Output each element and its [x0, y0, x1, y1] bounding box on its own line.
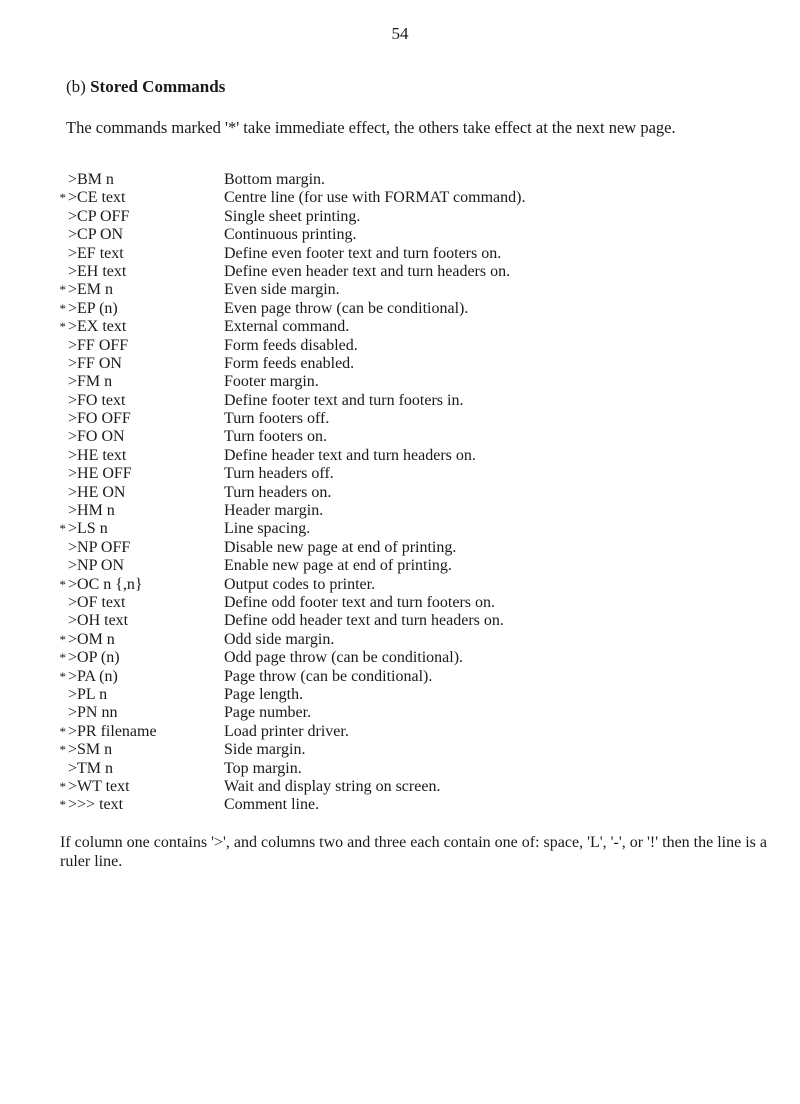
command-cell	[56, 668, 222, 686]
immediate-marker	[56, 760, 66, 778]
immediate-marker: *	[59, 797, 66, 813]
command-row	[56, 226, 776, 244]
command-description: Form feeds enabled.	[224, 354, 355, 372]
command-name: >FF ON	[68, 354, 122, 372]
command-name: >OC n {,n}	[68, 575, 143, 593]
command-row	[56, 447, 776, 465]
command-description: Disable new page at end of printing.	[224, 538, 457, 556]
command-row	[56, 668, 776, 686]
command-description: Top margin.	[224, 759, 302, 777]
command-row	[56, 796, 776, 814]
command-description: Header margin.	[224, 502, 324, 520]
command-description: Define header text and turn headers on.	[224, 446, 476, 464]
command-cell	[56, 373, 222, 391]
command-row	[56, 502, 776, 520]
command-cell	[56, 649, 222, 667]
command-row	[56, 520, 776, 538]
command-row	[56, 410, 776, 428]
command-name: >HE OFF	[68, 465, 132, 483]
command-cell	[56, 704, 222, 722]
immediate-marker	[56, 557, 66, 575]
command-cell	[56, 520, 222, 538]
command-description: Page length.	[224, 685, 304, 703]
command-cell	[56, 226, 222, 244]
command-row	[56, 300, 776, 318]
command-name: >CP OFF	[68, 207, 130, 225]
command-description: Odd page throw (can be conditional).	[224, 649, 464, 667]
command-description: Define odd header text and turn headers on.	[224, 612, 504, 630]
command-description: Turn footers on.	[224, 428, 327, 446]
command-cell	[56, 612, 222, 630]
command-name: >EM n	[68, 281, 114, 299]
command-description: Single sheet printing.	[224, 207, 361, 225]
command-row	[56, 318, 776, 336]
command-row	[56, 484, 776, 502]
immediate-marker: *	[59, 631, 66, 647]
intro-paragraph: The commands marked '*' take immediate effect, the others take effect at the next new page.	[66, 118, 676, 137]
immediate-marker: *	[59, 742, 66, 758]
command-name: >TM n	[68, 759, 114, 777]
command-cell	[56, 502, 222, 520]
command-description: Wait and display string on screen.	[224, 777, 441, 795]
immediate-marker	[56, 594, 66, 612]
command-cell	[56, 447, 222, 465]
command-cell	[56, 778, 222, 796]
command-row	[56, 576, 776, 594]
command-cell	[56, 741, 222, 759]
command-row	[56, 649, 776, 667]
command-name: >PN nn	[68, 704, 118, 722]
command-name: >FO OFF	[68, 410, 131, 428]
command-row	[56, 704, 776, 722]
command-row	[56, 612, 776, 630]
section-title: Stored Commands	[90, 77, 226, 96]
command-name: >HE text	[68, 446, 127, 464]
command-cell	[56, 208, 222, 226]
command-description: Define even header text and turn headers on.	[224, 262, 511, 280]
command-cell	[56, 300, 222, 318]
command-cell	[56, 594, 222, 612]
immediate-marker: *	[59, 282, 66, 298]
immediate-marker	[56, 502, 66, 520]
immediate-marker: *	[59, 576, 66, 592]
command-row	[56, 281, 776, 299]
command-cell	[56, 318, 222, 336]
command-row	[56, 263, 776, 281]
section-heading	[66, 77, 225, 97]
command-name: >PA (n)	[68, 667, 118, 685]
immediate-marker: *	[59, 668, 66, 684]
command-name: >EP (n)	[68, 299, 118, 317]
immediate-marker	[56, 263, 66, 281]
command-description: Side margin.	[224, 741, 306, 759]
command-row	[56, 594, 776, 612]
command-description: Enable new page at end of printing.	[224, 557, 452, 575]
immediate-marker: *	[59, 319, 66, 335]
immediate-marker	[56, 410, 66, 428]
command-name: >SM n	[68, 741, 113, 759]
command-name: >BM n	[68, 171, 114, 188]
command-cell	[56, 428, 222, 446]
command-row	[56, 631, 776, 649]
command-row	[56, 171, 776, 189]
immediate-marker: *	[59, 778, 66, 794]
command-row	[56, 428, 776, 446]
command-cell	[56, 410, 222, 428]
immediate-marker	[56, 686, 66, 704]
command-list	[56, 171, 776, 815]
command-name: >HM n	[68, 502, 115, 520]
command-name: >OH text	[68, 612, 129, 630]
command-name: >FO text	[68, 391, 126, 409]
command-row	[56, 760, 776, 778]
command-description: Form feeds disabled.	[224, 336, 358, 354]
command-description: Output codes to printer.	[224, 575, 376, 593]
immediate-marker	[56, 447, 66, 465]
command-description: Even page throw (can be conditional).	[224, 299, 469, 317]
immediate-marker	[56, 337, 66, 355]
command-description: Turn headers off.	[224, 465, 334, 483]
section-prefix: (b)	[66, 77, 86, 96]
command-name: >PL n	[68, 685, 108, 703]
immediate-marker	[56, 208, 66, 226]
command-cell	[56, 245, 222, 263]
command-name: >CE text	[68, 189, 126, 207]
command-cell	[56, 355, 222, 373]
immediate-marker: *	[59, 723, 66, 739]
command-description: Centre line (for use with FORMAT command).	[224, 189, 526, 207]
command-row	[56, 539, 776, 557]
command-description: Even side margin.	[224, 281, 340, 299]
command-description: Bottom margin.	[224, 171, 326, 188]
command-description: Turn headers on.	[224, 483, 332, 501]
command-name: >OP (n)	[68, 649, 120, 667]
command-name: >FO ON	[68, 428, 125, 446]
immediate-marker	[56, 245, 66, 263]
command-row	[56, 245, 776, 263]
command-cell	[56, 337, 222, 355]
command-description: Continuous printing.	[224, 226, 357, 244]
command-cell	[56, 686, 222, 704]
command-description: Turn footers off.	[224, 410, 330, 428]
command-name: >WT text	[68, 777, 130, 795]
command-cell	[56, 281, 222, 299]
command-name: >HE ON	[68, 483, 126, 501]
command-description: External command.	[224, 318, 350, 336]
command-description: Comment line.	[224, 796, 320, 814]
command-name: >FM n	[68, 373, 113, 391]
command-name: >LS n	[68, 520, 108, 538]
immediate-marker: *	[59, 190, 66, 206]
command-cell	[56, 796, 222, 814]
command-row	[56, 686, 776, 704]
command-cell	[56, 465, 222, 483]
command-cell	[56, 723, 222, 741]
command-row	[56, 392, 776, 410]
command-description: Odd side margin.	[224, 630, 335, 648]
command-description: Define footer text and turn footers in.	[224, 391, 464, 409]
command-description: Define even footer text and turn footers on.	[224, 244, 502, 262]
command-cell	[56, 189, 222, 207]
immediate-marker: *	[59, 300, 66, 316]
command-cell	[56, 557, 222, 575]
command-row	[56, 741, 776, 759]
command-description: Line spacing.	[224, 520, 311, 538]
immediate-marker	[56, 465, 66, 483]
command-row	[56, 778, 776, 796]
command-name: >EX text	[68, 318, 127, 336]
command-name: >NP ON	[68, 557, 124, 575]
command-cell	[56, 539, 222, 557]
command-name: >>> text	[68, 796, 124, 814]
page-number: 54	[391, 24, 409, 43]
command-cell	[56, 631, 222, 649]
command-name: >EF text	[68, 244, 124, 262]
command-row	[56, 208, 776, 226]
immediate-marker	[56, 612, 66, 630]
immediate-marker	[56, 428, 66, 446]
immediate-marker	[56, 355, 66, 373]
immediate-marker	[56, 392, 66, 410]
command-row	[56, 723, 776, 741]
command-description: Page throw (can be conditional).	[224, 667, 433, 685]
command-row	[56, 337, 776, 355]
immediate-marker	[56, 484, 66, 502]
command-name: >PR filename	[68, 722, 157, 740]
immediate-marker	[56, 539, 66, 557]
command-cell	[56, 576, 222, 594]
immediate-marker	[56, 171, 66, 189]
command-name: >OF text	[68, 593, 126, 611]
command-cell	[56, 760, 222, 778]
command-row	[56, 355, 776, 373]
command-description: Page number.	[224, 704, 312, 722]
command-name: >FF OFF	[68, 336, 129, 354]
command-description: Footer margin.	[224, 373, 319, 391]
command-cell	[56, 171, 222, 189]
immediate-marker	[56, 373, 66, 391]
immediate-marker: *	[59, 521, 66, 537]
immediate-marker	[56, 704, 66, 722]
command-row	[56, 373, 776, 391]
command-row	[56, 557, 776, 575]
immediate-marker	[56, 226, 66, 244]
command-cell	[56, 263, 222, 281]
command-name: >OM n	[68, 630, 115, 648]
command-cell	[56, 392, 222, 410]
command-cell	[56, 484, 222, 502]
ruler-line-note: If column one contains '>', and columns two and three each contain one of: space, 'L', '-', or '!' then the line is a ruler line.	[60, 834, 767, 870]
command-description: Load printer driver.	[224, 722, 349, 740]
command-name: >EH text	[68, 262, 127, 280]
command-description: Define odd footer text and turn footers on.	[224, 593, 496, 611]
immediate-marker: *	[59, 650, 66, 666]
command-name: >NP OFF	[68, 538, 131, 556]
command-row	[56, 465, 776, 483]
command-name: >CP ON	[68, 226, 124, 244]
command-row	[56, 189, 776, 207]
